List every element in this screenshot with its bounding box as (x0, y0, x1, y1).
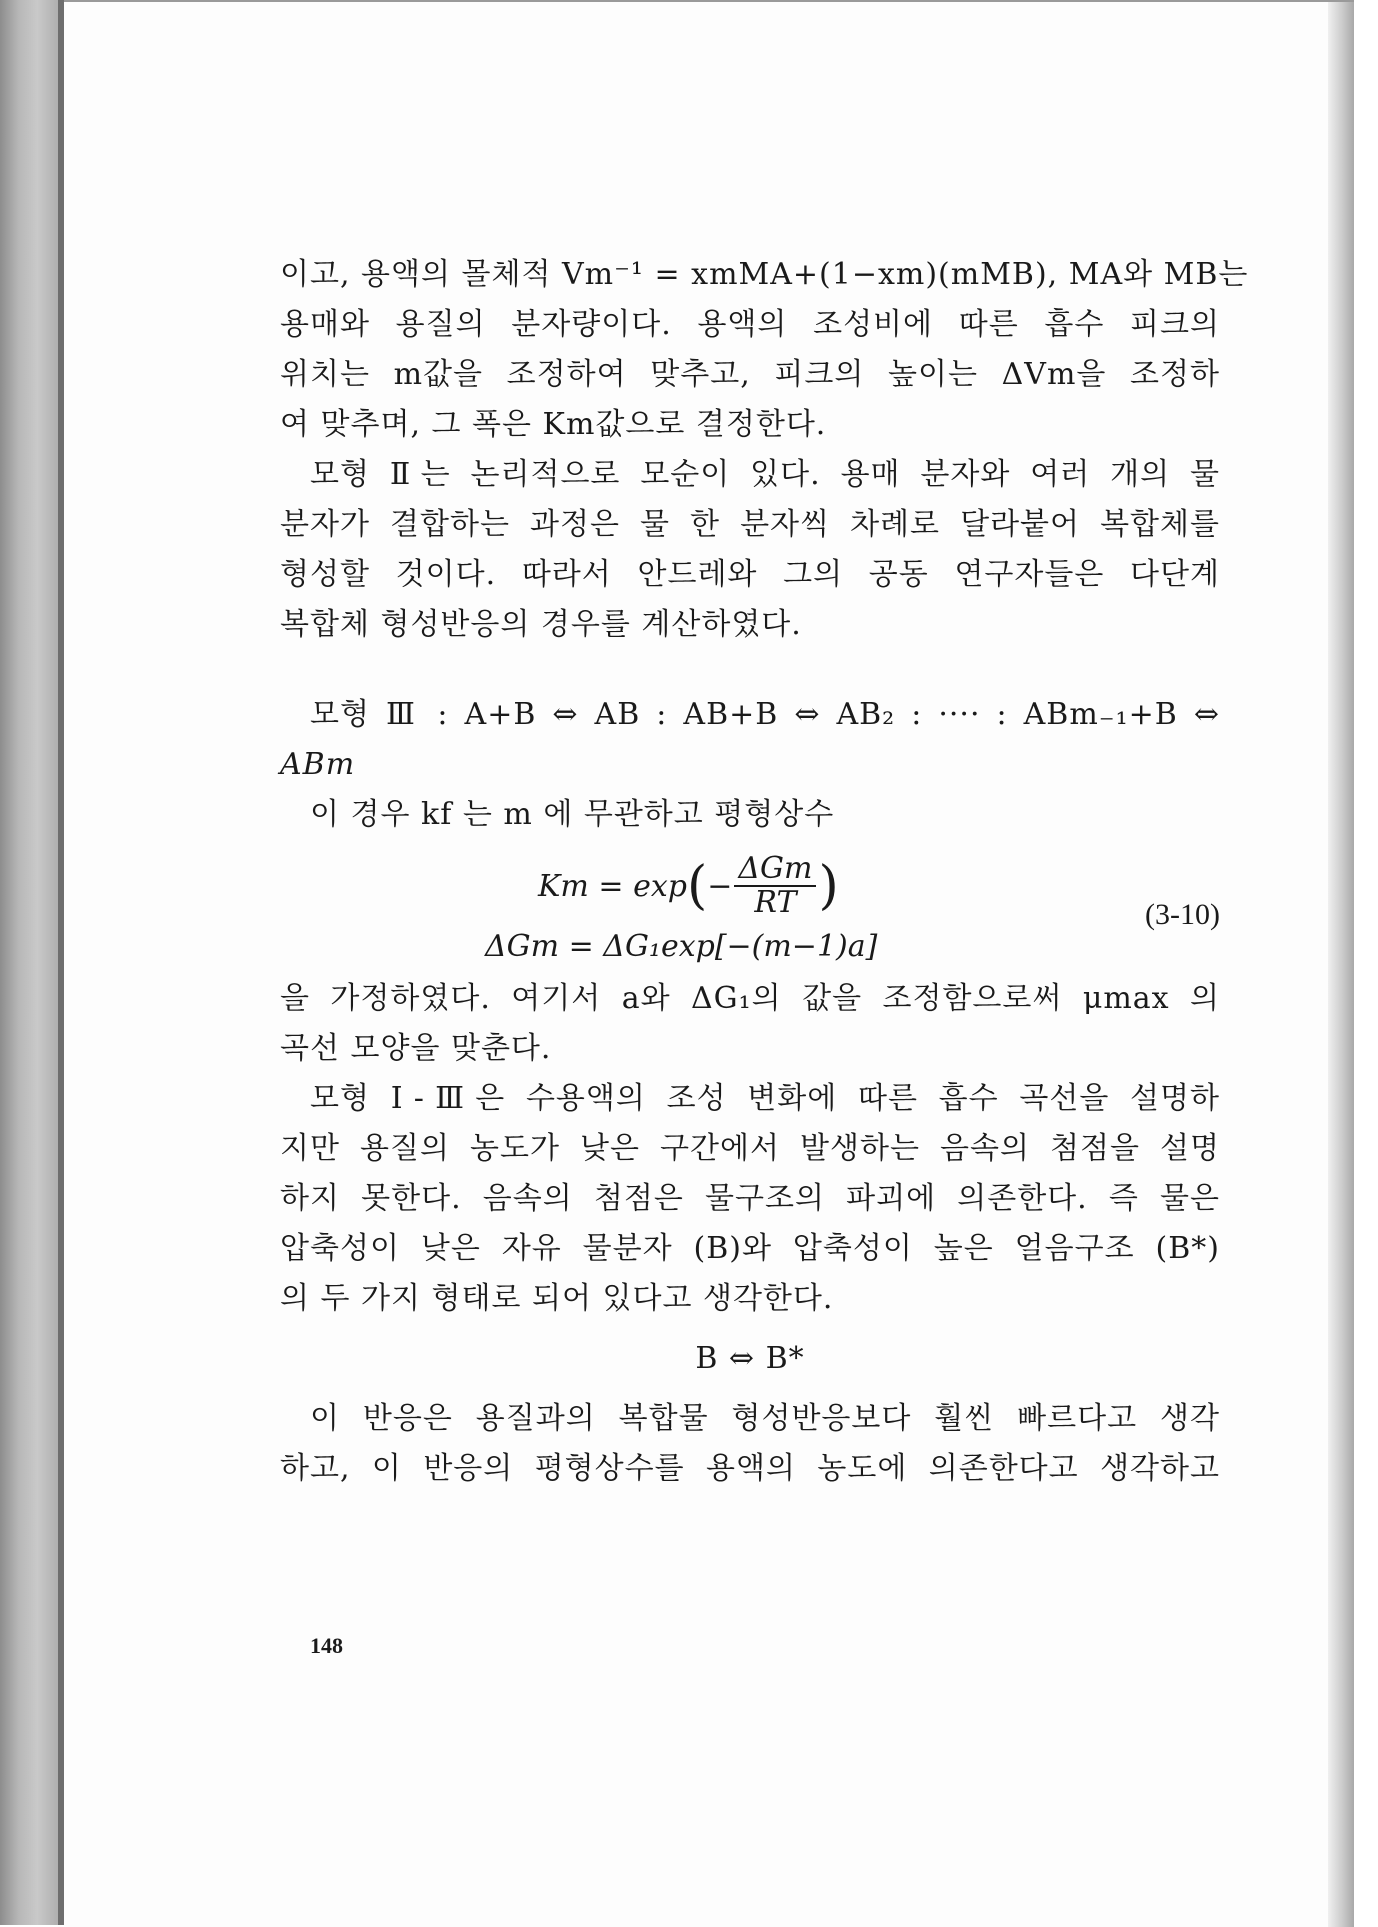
text-line: 위치는 m값을 조정하여 맞추고, 피크의 높이는 ΔVm을 조정하 (280, 357, 1220, 392)
text-line: 분자가 결합하는 과정은 물 한 분자씩 차례로 달라붙어 복합체를 (280, 507, 1220, 542)
text-line: 복합체 형성반응의 경우를 계산하였다. (280, 607, 802, 642)
text-line: 곡선 모양을 맞춘다. (280, 1031, 552, 1066)
text-line: 이고, 용액의 몰체적 Vm⁻¹ = xmMA+(1−xm)(mMB), MA와 MB는 (280, 257, 1249, 292)
equation-delta-g: ΔGm = ΔG₁exp[−(m−1)a] (485, 929, 878, 964)
fraction (734, 853, 816, 919)
text-line: 하지 못한다. 음속의 첨점은 물구조의 파괴에 의존한다. 즉 물은 (280, 1181, 1220, 1216)
equation-b-bstar: B ⇔ B* (695, 1341, 805, 1376)
equation-lhs: Km = exp (538, 868, 687, 904)
text-line: 여 맞추며, 그 폭은 Km값으로 결정한다. (280, 407, 827, 442)
text-line: 이 반응은 용질과의 복합물 형성반응보다 훨씬 빠르다고 생각 (310, 1401, 1220, 1436)
fraction-denominator: RT (754, 885, 797, 920)
text-line: 의 두 가지 형태로 되어 있다고 생각한다. (280, 1281, 834, 1316)
page-content (280, 250, 1249, 1494)
text-line: 모형 Ⅱ는 논리적으로 모순이 있다. 용매 분자와 여러 개의 물 (310, 457, 1220, 492)
text-line: 이 경우 kf 는 m 에 무관하고 평형상수 (310, 797, 835, 832)
equation-block (280, 851, 1220, 974)
text-line: 을 가정하였다. 여기서 a와 ΔG₁의 값을 조정함으로써 μmax 의 (280, 981, 1220, 1016)
text-line: 용매와 용질의 분자량이다. 용액의 조성비에 따른 흡수 피크의 (280, 307, 1220, 342)
equation-number: (3-10) (1145, 898, 1220, 931)
text-line: 모형 Ⅰ-Ⅲ은 수용액의 조성 변화에 따른 흡수 곡선을 설명하 (310, 1081, 1220, 1116)
equation-km: Km = exp ( − $\frac{\text{ΔGm}}{RT}$ ) (538, 851, 839, 920)
page-edge-shadow (1328, 2, 1354, 1927)
book-spine (0, 0, 62, 1925)
text-line: 하고, 이 반응의 평형상수를 용액의 농도에 의존한다고 생각하고 (280, 1451, 1220, 1486)
model-three-line: 모형 Ⅲ : A+B ⇔ AB : AB+B ⇔ AB₂ : ···· : ABm₋₁+B ⇔ (310, 697, 1220, 732)
text-line: 지만 용질의 농도가 낮은 구간에서 발생하는 음속의 첨점을 설명 (280, 1131, 1220, 1166)
text-line: 형성할 것이다. 따라서 안드레와 그의 공동 연구자들은 다단계 (280, 557, 1220, 592)
page-number: 148 (310, 1633, 343, 1658)
text-line: 압축성이 낮은 자유 물분자 (B)와 압축성이 높은 얼음구조 (B*) (280, 1231, 1220, 1266)
text-line: ABm (280, 747, 356, 782)
fraction-numerator: ΔGm (734, 853, 816, 887)
